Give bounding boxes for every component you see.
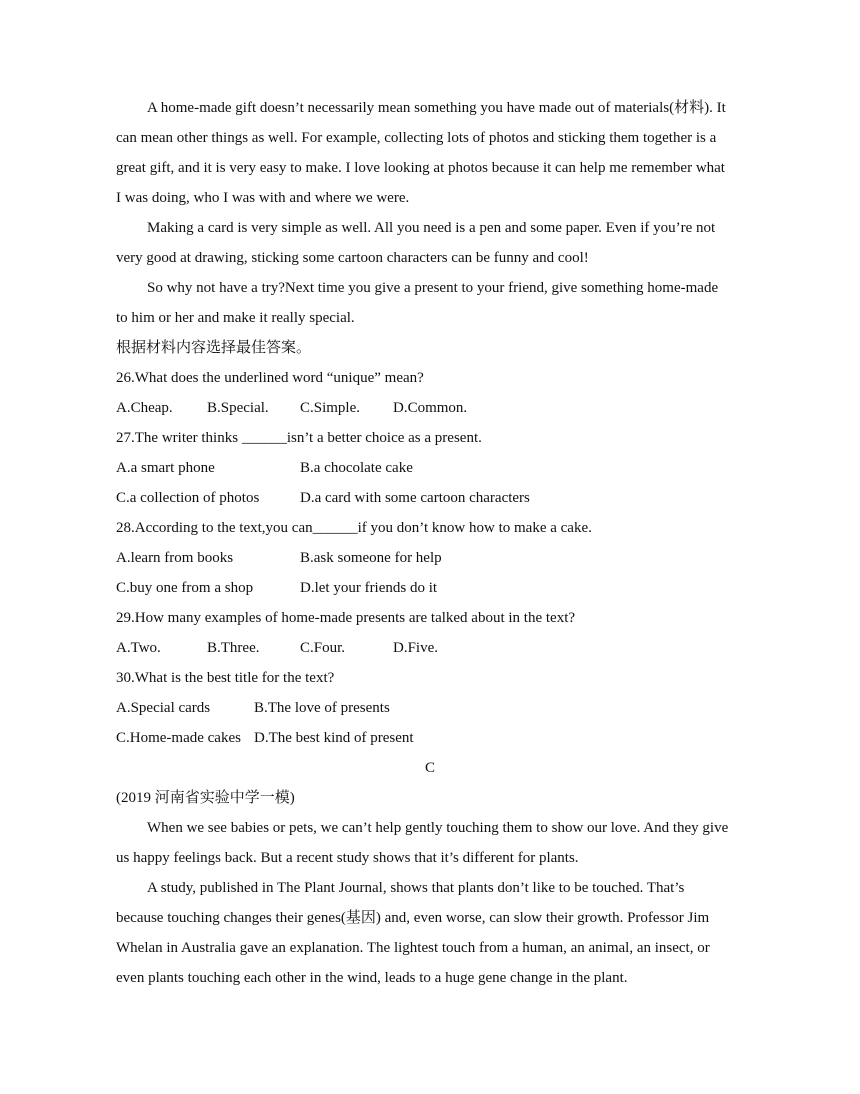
q26-option-a: A.Cheap. <box>116 400 173 416</box>
q29-option-a: A.Two. <box>116 640 161 656</box>
passage-b-p1-line3: great gift, and it is very easy to make. I love looking at photos because it can help me remember what <box>116 160 725 176</box>
question-28-stem <box>116 518 592 538</box>
q26-option-b: B.Special. <box>207 400 269 416</box>
q28-stem-before: 28.According to the text,you can <box>116 520 313 536</box>
q29-option-c: C.Four. <box>300 640 346 656</box>
passage-c-p1-line2: us happy feelings back. But a recent study shows that it’s different for plants. <box>116 850 579 866</box>
q27-stem-after: isn’t a better choice as a present. <box>286 430 482 446</box>
question-26-stem: 26.What does the underlined word “unique” mean? <box>116 370 424 386</box>
instruction-text: 根据材料内容选择最佳答案。 <box>116 340 312 356</box>
passage-c-source: (2019 河南省实验中学一模) <box>116 790 295 806</box>
q28-option-a: A.learn from books <box>116 550 234 566</box>
passage-b-p2-line1: Making a card is very simple as well. All you need is a pen and some paper. Even if you’re not <box>147 220 716 236</box>
q30-option-c: C.Home-made cakes <box>116 730 241 746</box>
passage-c-p1-line1: When we see babies or pets, we can’t help gently touching them to show our love. And they give <box>147 820 729 836</box>
question-30-stem: 30.What is the best title for the text? <box>116 670 335 686</box>
q30-option-b: B.The love of presents <box>254 700 390 716</box>
passage-c-p2-line3: Whelan in Australia gave an explanation. The lightest touch from a human, an animal, an insect, or <box>116 940 710 956</box>
q27-option-b: B.a chocolate cake <box>300 460 413 476</box>
q27-stem-before: 27.The writer thinks <box>116 430 242 446</box>
passage-b-p1-line2: can mean other things as well. For example, collecting lots of photos and sticking them together is a <box>116 130 717 146</box>
passage-c-p2-line1: A study, published in The Plant Journal, shows that plants don’t like to be touched. That’s <box>147 880 685 896</box>
passage-c-p2-line4: even plants touching each other in the wind, leads to a huge gene change in the plant. <box>116 970 628 986</box>
q28-option-c: C.buy one from a shop <box>116 580 254 596</box>
question-29-stem: 29.How many examples of home-made presents are talked about in the text? <box>116 610 576 626</box>
q28-option-d: D.let your friends do it <box>300 580 438 596</box>
q30-option-a: A.Special cards <box>116 700 211 716</box>
passage-c-p2-line2: because touching changes their genes(基因) and, even worse, can slow their growth. Professor Jim <box>116 910 710 926</box>
q28-stem-after: if you don’t know how to make a cake. <box>357 520 592 536</box>
question-27-stem <box>116 428 482 448</box>
q27-option-c: C.a collection of photos <box>116 490 260 506</box>
q29-option-b: B.Three. <box>207 640 260 656</box>
q28-option-b: B.ask someone for help <box>300 550 442 566</box>
q30-option-d: D.The best kind of present <box>254 730 414 746</box>
q27-blank: ______ <box>241 430 287 446</box>
passage-b-p3-line1: So why not have a try?Next time you give a present to your friend, give something home-made <box>147 280 719 296</box>
q28-blank: ______ <box>312 520 358 536</box>
q27-option-d: D.a card with some cartoon characters <box>300 490 530 506</box>
q29-option-d: D.Five. <box>393 640 438 656</box>
passage-b-p2-line2: very good at drawing, sticking some cartoon characters can be funny and cool! <box>116 250 589 266</box>
passage-b-p3-line2: to him or her and make it really special. <box>116 310 355 326</box>
passage-c-heading: C <box>424 760 435 776</box>
q27-option-a: A.a smart phone <box>116 460 215 476</box>
q26-option-c: C.Simple. <box>300 400 361 416</box>
q26-option-d: D.Common. <box>393 400 468 416</box>
passage-b-p1-line4: I was doing, who I was with and where we were. <box>116 190 410 206</box>
passage-b-p1-line1: A home-made gift doesn’t necessarily mean something you have made out of materials(材料). It <box>147 100 726 116</box>
